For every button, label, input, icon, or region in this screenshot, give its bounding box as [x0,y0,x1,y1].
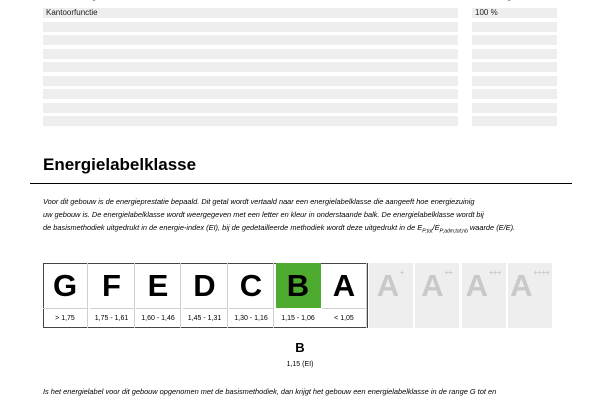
energy-class-a-4plus [508,263,553,328]
section-description [43,195,563,238]
bottom-paragraph: Is het energielabel voor dit gebouw opgenomen met de basismethodiek, dan krijgt het gebouw een energielabelklasse in de range G tot en [43,387,497,396]
composition-header [43,0,557,2]
energy-class-letter-text: E [147,267,169,303]
composition-function-cell [43,35,458,45]
energy-class-a-2plus [415,263,460,328]
energy-class-letter [462,263,506,308]
energy-class-letter [229,263,273,309]
energy-class-letter-text: A [376,267,400,303]
energy-class-c [229,263,274,328]
description-line3-pre: de basismethodiek uitgedrukt in de energie-index (EI), bij de gedetailleerde methodiek wordt deze uitgedrukt in de E [43,223,423,232]
energy-class-d [183,263,228,328]
energy-class-range: 1,30 - 1,16 [234,315,268,322]
composition-percentage-cell [472,62,557,72]
section-title: Energielabelklasse [43,155,197,174]
energy-class-letter [369,263,413,308]
energy-class-range: 1,45 - 1,31 [187,315,222,322]
energy-class-letter-text: G [52,267,78,303]
composition-percentage-cell [472,103,557,113]
description-line3-mid: /E [432,223,440,232]
energy-class-plus: +++ [489,270,502,277]
description-sub-padm: P;adm;tot;nb [439,228,468,235]
composition-header-percentage [475,0,516,1]
energy-class-letter [415,263,459,308]
energy-class-range: > 1,75 [55,315,75,322]
composition-row [43,22,557,32]
composition-percentage-cell [472,76,557,86]
energy-class-letter [508,263,552,308]
composition-header-function [46,0,124,1]
composition-row [43,89,557,99]
description-line: Voor dit gebouw is de energieprestatie bepaald. Dit getal wordt vertaald naar een energielabelklasse die aangeeft hoe energiezuinig [43,197,475,206]
composition-function-cell [43,103,458,113]
composition-percentage-cell [472,89,557,99]
energy-class-a-3plus [462,263,507,328]
energy-class-letter-text: A [465,267,489,303]
energy-class-letter-text: A [421,267,444,303]
composition-function-cell [43,62,458,72]
energy-class-letter [136,263,180,309]
composition-row [43,8,557,18]
composition-row [43,116,557,126]
energy-class-letter-text: C [239,267,263,303]
energy-class-letter-text: A [332,267,356,303]
composition-percentage-cell [472,35,557,45]
energy-class-letter-text: F [102,267,121,303]
composition-row [43,49,557,59]
energy-class-letter [183,263,227,309]
description-sub-ptot: P;tot [422,228,433,235]
energy-class-letter [90,263,134,309]
energy-class-letter [43,263,87,309]
composition-function-cell [43,76,458,86]
energy-class-g [43,263,88,328]
composition-percentage-cell [472,22,557,32]
composition-function-cell [43,49,458,59]
energy-class-range: 1,60 - 1,46 [141,315,175,322]
composition-row [43,35,557,45]
description-line3-post: waarde (E/E). [467,223,516,232]
composition-percentage-cell: 100 % [472,8,557,18]
energy-class-e [136,263,181,328]
composition-percentage-cell [472,116,557,126]
composition-row [43,103,557,113]
energy-class-range: 1,75 - 1,61 [94,315,129,322]
energy-class-f [90,263,135,328]
energy-class-range: < 1,05 [334,315,354,322]
energy-class-plus: ++ [444,270,453,277]
energy-class-b [276,263,321,328]
description-line [43,221,563,238]
composition-row [43,62,557,72]
energy-class-letter [322,263,366,309]
composition-function-cell [43,116,458,126]
composition-function-cell [43,22,458,32]
composition-function-cell: Kantoorfunctie [43,8,458,18]
energy-class-letter-text: B [286,267,310,303]
energy-class-range: 1,15 - 1,06 [281,315,315,322]
result-index: 1,15 (EI) [286,361,314,368]
energy-class-letter-text: A [510,267,533,303]
energy-class-plus: + [400,270,405,277]
energy-class-letter-text: D [193,267,216,303]
composition-function-cell [43,89,458,99]
composition-row [43,76,557,86]
description-line: uw gebouw is. De energielabelklasse wordt weergegeven met een letter en kleur in onderstaande balk. De energielabelklasse wordt bij [43,210,484,219]
result-label: B [295,340,305,355]
section-divider [30,183,572,184]
energy-class-a [322,263,367,328]
composition-percentage-cell [472,49,557,59]
energy-class-a-1plus [369,263,414,328]
energy-class-plus: ++++ [533,270,550,277]
energy-class-letter [276,263,321,308]
